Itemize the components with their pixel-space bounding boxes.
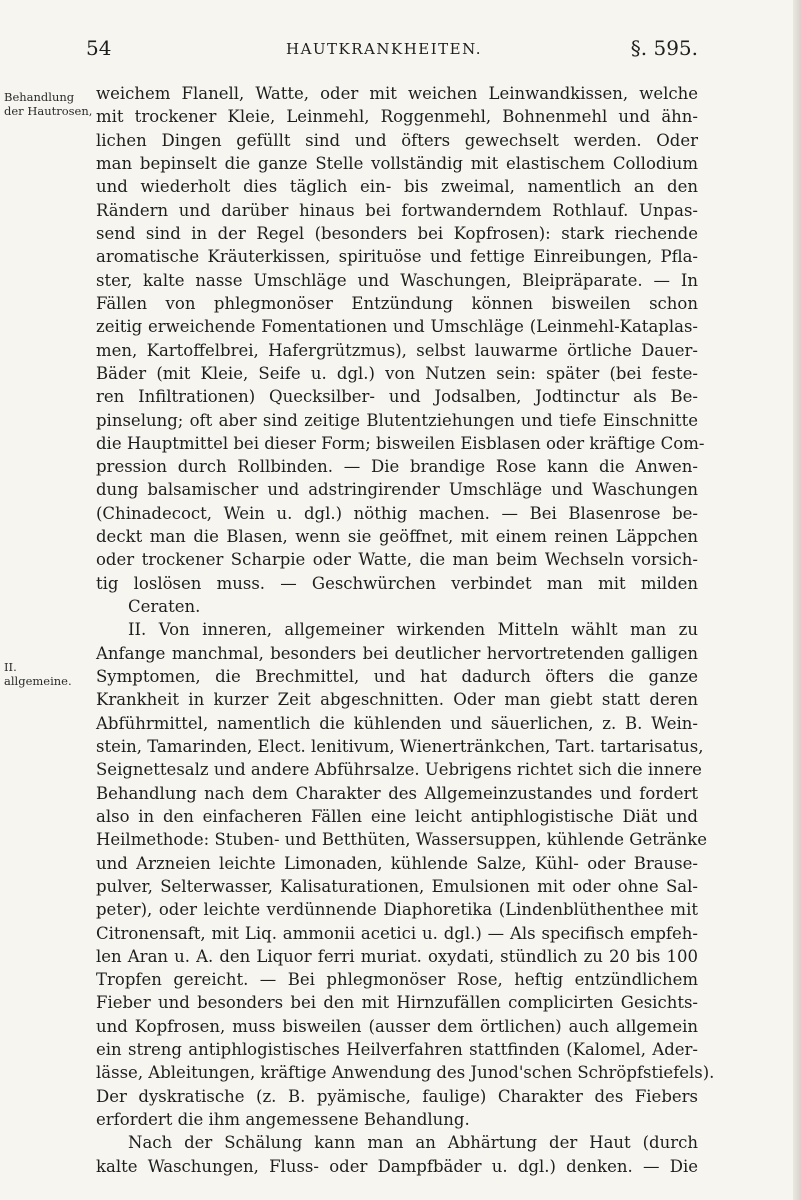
text-line: ren Infiltrationen) Quecksilber- und Jodsalben, Jodtinctur als Be- <box>96 387 698 407</box>
text-line: pression durch Rollbinden. — Die brandige Rose kann die Anwen- <box>96 457 698 477</box>
text-line: Der dyskratische (z. B. pyämische, faulige) Charakter des Fiebers <box>96 1086 698 1106</box>
text-line: aromatische Kräuterkissen, spirituöse und fettige Einreibungen, Pfla- <box>96 247 698 267</box>
page-edge <box>793 0 801 1200</box>
text-line: len Aran u. A. den Liquor ferri muriat. oxydati, stündlich zu 20 bis 100 <box>96 946 698 966</box>
text-line: dung balsamischer und adstringirender Umschläge und Waschungen <box>96 480 698 500</box>
running-title: HAUTKRANKHEITEN. <box>286 40 483 58</box>
margin-note-treatment: Behandlung der Hautrosen, <box>4 90 93 118</box>
text-line: Heilmethode: Stuben- und Betthüten, Wassersuppen, kühlende Getränke <box>96 830 707 850</box>
text-line: weichem Flanell, Watte, oder mit weichen Leinwandkissen, welche <box>96 84 698 103</box>
text-line: also in den einfacheren Fällen eine leicht antiphlogistische Diät und <box>96 806 698 826</box>
text-line: und Arzneien leichte Limonaden, kühlende Salze, Kühl- oder Brause- <box>96 853 698 873</box>
text-line: Citronensaft, mit Liq. ammonii acetici u. dgl.) — Als specifisch empfeh- <box>96 923 698 943</box>
text-line: und wiederholt dies täglich ein- bis zweimal, namentlich an den <box>96 177 698 197</box>
text-line: Behandlung nach dem Charakter des Allgemeinzustandes und fordert <box>96 783 698 803</box>
margin-note-general: II. allgemeine. <box>4 660 72 688</box>
text-line: Bäder (mit Kleie, Seife u. dgl.) von Nutzen sein: später (bei feste- <box>96 363 698 383</box>
page-number: 54 <box>86 36 112 60</box>
text-line: pinselung; oft aber sind zeitige Blutentziehungen und tiefe Einschnitte <box>96 410 698 430</box>
text-line: Symptomen, die Brechmittel, und hat dadurch öfters die ganze <box>96 667 698 686</box>
text-line: ster, kalte nasse Umschläge und Waschungen, Bleipräparate. — In <box>96 270 698 290</box>
text-line: II. Von inneren, allgemeiner wirkenden Mitteln wählt man zu <box>128 620 698 640</box>
text-line: man bepinselt die ganze Stelle vollständig mit elastischem Collodium <box>96 154 698 173</box>
text-line: stein, Tamarinden, Elect. lenitivum, Wienertränkchen, Tart. tartarisatus, <box>96 736 704 756</box>
text-line: Seignettesalz und andere Abführsalze. Uebrigens richtet sich die innere <box>96 760 702 780</box>
text-line: tig loslösen muss. — Geschwürchen verbindet man mit milden <box>96 573 698 593</box>
text-line: Nach der Schälung kann man an Abhärtung der Haut (durch <box>128 1133 698 1153</box>
text-line: und Kopfrosen, muss bisweilen (ausser dem örtlichen) auch allgemein <box>96 1016 698 1036</box>
text-line: Abführmittel, namentlich die kühlenden und säuerlichen, z. B. Wein- <box>96 713 698 733</box>
running-header <box>86 36 698 64</box>
text-line: oder trockener Scharpie oder Watte, die man beim Wechseln vorsich- <box>96 550 698 570</box>
text-line: deckt man die Blasen, wenn sie geöffnet, mit einem reinen Läppchen <box>96 527 698 547</box>
text-line: Fieber und besonders bei den mit Hirnzufällen complicirten Gesichts- <box>96 993 698 1013</box>
text-line: ein streng antiphlogistisches Heilverfahren stattfinden (Kalomel, Ader- <box>96 1040 698 1060</box>
text-line: peter), oder leichte verdünnende Diaphoretika (Lindenblüthenthee mit <box>96 900 698 920</box>
text-line: Krankheit in kurzer Zeit abgeschnitten. Oder man giebt statt deren <box>96 690 698 710</box>
section-number: §. 595. <box>630 36 698 60</box>
text-line: Tropfen gereicht. — Bei phlegmonöser Rose, heftig entzündlichem <box>96 970 698 990</box>
text-line: die Hauptmittel bei dieser Form; bisweilen Eisblasen oder kräftige Com- <box>96 433 705 453</box>
text-line: send sind in der Regel (besonders bei Kopfrosen): stark riechende <box>96 223 698 243</box>
text-line: zeitig erweichende Fomentationen und Umschläge (Leinmehl-Kataplas- <box>96 317 698 337</box>
text-line: Fällen von phlegmonöser Entzündung können bisweilen schon <box>96 293 698 313</box>
text-line: kalte Waschungen, Fluss- oder Dampfbäder u. dgl.) denken. — Die <box>96 1156 698 1176</box>
text-line: pulver, Selterwasser, Kalisaturationen, Emulsionen mit oder ohne Sal- <box>96 876 698 896</box>
text-line: Anfange manchmal, besonders bei deutlicher hervortretenden galligen <box>96 643 698 663</box>
text-line: Ceraten. <box>128 597 201 616</box>
text-line: (Chinadecoct, Wein u. dgl.) nöthig machen. — Bei Blasenrose be- <box>96 503 698 523</box>
text-line: Rändern und darüber hinaus bei fortwanderndem Rothlauf. Unpas- <box>96 200 698 220</box>
text-line: mit trockener Kleie, Leinmehl, Roggenmehl, Bohnenmehl und ähn- <box>96 107 698 127</box>
text-line: erfordert die ihm angemessene Behandlung. <box>96 1110 470 1129</box>
text-line: men, Kartoffelbrei, Hafergrützmus), selbst lauwarme örtliche Dauer- <box>96 340 698 360</box>
text-line: lichen Dingen gefüllt sind und öfters gewechselt werden. Oder <box>96 130 698 150</box>
text-line: lässe, Ableitungen, kräftige Anwendung des Junod'schen Schröpfstiefels). <box>96 1063 715 1083</box>
